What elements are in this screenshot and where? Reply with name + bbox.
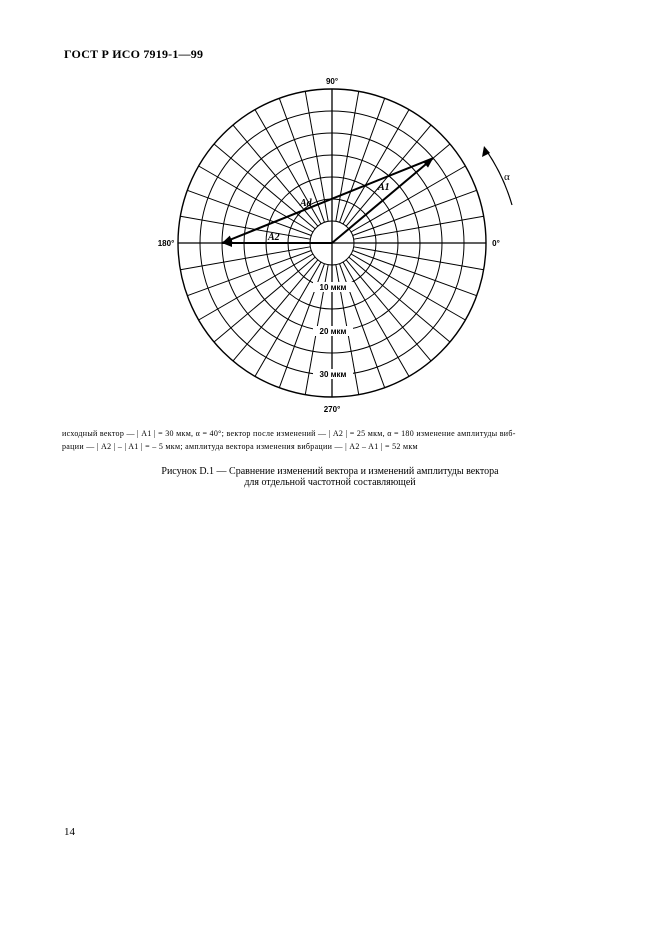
rotation-alpha-label: α [504, 171, 510, 183]
ring-label-10: 10 мкм [319, 283, 347, 292]
page-number: 14 [64, 826, 75, 838]
angle-label-180: 180° [157, 239, 175, 248]
document-header: ГОСТ Р ИСО 7919-1—99 [64, 47, 204, 61]
ring-label-30: 30 мкм [319, 370, 347, 379]
grid-spoke [233, 125, 318, 226]
polar-diagram [0, 0, 661, 420]
figure-title-line-2: для отдельной частотной составляющей [244, 477, 416, 488]
angle-label-270: 270° [323, 405, 341, 414]
ring-label-20: 20 мкм [319, 327, 347, 336]
grid-spoke [214, 257, 315, 342]
grid-spoke [233, 260, 318, 361]
grid-spoke [346, 260, 431, 361]
grid-spoke [214, 144, 315, 229]
vector-delta-head [222, 236, 233, 243]
rotation-arrowhead-icon [482, 146, 490, 157]
figure-title-line-1: Рисунок D.1 — Сравнение изменений вектора и изменений амплитуды вектора [161, 466, 499, 477]
angle-label-0: 0° [492, 239, 500, 248]
vector-label-a1: A1 [378, 182, 390, 193]
vector-label-a2: A2 [268, 232, 280, 243]
angle-label-90: 90° [325, 77, 339, 86]
caption-line-2: рации — | A2 | – | A1 | = – 5 мкм; амплитуда вектора изменения вибрации — | A2 – A1 | = 52 мкм [62, 442, 418, 451]
caption-line-1: исходный вектор — | A1 | = 30 мкм, α = 40°; вектор после изменений — | A2 | = 25 мкм, α = 180 изменение амплитуды виб- [62, 429, 516, 438]
grid-spoke [349, 257, 450, 342]
vector-label-delta: Ad [300, 198, 312, 209]
